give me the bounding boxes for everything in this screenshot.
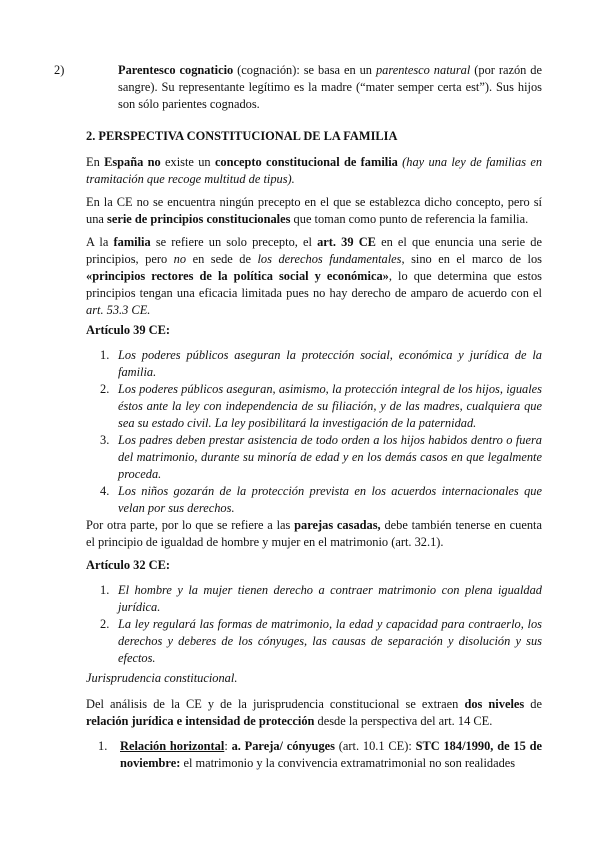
paragraph-1	[86, 154, 542, 188]
text: , lo que determina que estos principios tengan una eficacia limitada pues no hay derecho de amparo de acuerdo con el	[86, 269, 542, 300]
text: que toman como punto de referencia la familia.	[290, 212, 529, 226]
italic-text: parentesco natural	[375, 63, 471, 77]
bold-text: art. 39 CE	[317, 235, 376, 249]
text: se refiere un solo precepto, el	[150, 235, 318, 249]
list-item-parentesco-cognaticio	[54, 62, 542, 113]
article-39-item	[100, 483, 542, 517]
text: debe también tenerse en cuenta el principio de igualdad de hombre y mujer en el matrimonio (art. 32.1).	[86, 518, 542, 549]
article-32-list	[86, 582, 542, 667]
text: A la	[86, 235, 114, 249]
article-39-list	[86, 347, 542, 517]
article-39-item	[100, 381, 542, 432]
list-number: 1.	[100, 583, 110, 597]
list-item-text: Los poderes públicos aseguran la protección social, económica y jurídica de la familia.	[118, 348, 542, 379]
italic-text: art. 53.3 CE.	[86, 303, 151, 317]
list-item-text: La ley regulará las formas de matrimonio, la edad y capacidad para contraerlo, los derechos y deberes de los cónyuges, las causas de separación y disolución y sus efectos.	[118, 617, 542, 665]
jurisprudence-title	[86, 670, 542, 687]
list-number: 3.	[100, 433, 110, 447]
bold-text: STC 184/1990, de 15 de noviembre:	[120, 739, 542, 770]
article-39-title: Artículo 39 CE:	[86, 323, 170, 337]
text: (art. 10.1 CE):	[334, 739, 416, 753]
list-item-text: Los poderes públicos aseguran, asimismo, la protección integral de los hijos, iguales éstos ante la ley con independencia de su filiación, y de las madres, cualquiera que sea su estado civil. La ley posibilitará la investigación de la paternidad.	[118, 382, 542, 430]
text: :	[224, 739, 232, 753]
italic-text: Jurisprudencia constitucional.	[86, 671, 238, 685]
text: Del análisis de la CE y de la jurisprudencia constitucional se extraen	[86, 697, 465, 711]
bold-text: concepto constitucional de familia	[214, 155, 398, 169]
bold-text: relación jurídica e intensidad de protección	[86, 714, 315, 728]
list-number: 2.	[100, 617, 110, 631]
bold-text: parejas casadas,	[294, 518, 381, 532]
text: En la CE no se encuentra ningún precepto en el que se establezca dicho concepto, pero sí una	[86, 195, 542, 226]
text: en el que enuncia una serie de principios, pero	[86, 235, 543, 266]
text: (por razón de sangre). Su representante legítimo es la madre (“mater semper certa est”). Sus hijos son sólo parientes cognados.	[118, 63, 542, 111]
bold-text: familia	[113, 235, 151, 249]
article-39-item	[100, 432, 542, 483]
list-number: 1.	[98, 739, 108, 753]
term-bold: Parentesco cognaticio	[118, 63, 234, 77]
italic-text: no	[173, 252, 187, 266]
paragraph-5	[86, 696, 542, 730]
list-number: 2)	[54, 63, 65, 77]
list-number: 2.	[100, 382, 110, 396]
list-number: 4.	[100, 484, 110, 498]
article-32-title: Artículo 32 CE:	[86, 558, 170, 572]
text: el matrimonio y la convivencia extramatrimonial no son realidades	[180, 756, 516, 770]
paragraph-4	[86, 517, 542, 551]
bold-text: dos niveles	[464, 697, 525, 711]
article-32-item	[100, 582, 542, 616]
text: en sede de	[186, 252, 258, 266]
list-item-text: El hombre y la mujer tienen derecho a contraer matrimonio con plena igualdad jurídica.	[118, 583, 542, 614]
underlined-bold-text: Relación horizontal	[120, 739, 225, 753]
text: desde la perspectiva del art. 14 CE.	[314, 714, 493, 728]
text: , sino en el marco de los	[401, 252, 542, 266]
italic-text: (hay una ley de familias en tramitación que recoge multitud de tipus).	[86, 155, 543, 186]
list-item-text: Los padres deben prestar asistencia de todo orden a los hijos habidos dentro o fuera del matrimonio, durante su minoría de edad y en los demás casos en que legalmente proceda.	[118, 433, 542, 481]
text: En	[86, 155, 105, 169]
list-item-relacion-horizontal	[86, 738, 542, 772]
section-title: 2. PERSPECTIVA CONSTITUCIONAL DE LA FAMILIA	[86, 129, 398, 143]
text: Por otra parte, por lo que se refiere a las	[86, 518, 295, 532]
bold-text: a. Pareja/ cónyuges	[231, 739, 335, 753]
text: existe un	[160, 155, 215, 169]
bold-text: «principios rectores de la política social y económica»	[86, 269, 389, 283]
text: de	[524, 697, 542, 711]
article-39-item	[100, 347, 542, 381]
text: (cognación): se basa en un	[233, 63, 376, 77]
bold-text: España no	[104, 155, 161, 169]
paragraph-2	[86, 194, 542, 228]
list-number: 1.	[100, 348, 110, 362]
list-item-text: Los niños gozarán de la protección prevista en los acuerdos internacionales que velan por sus derechos.	[118, 484, 542, 515]
italic-text: los derechos fundamentales	[257, 252, 402, 266]
bold-text: serie de principios constitucionales	[107, 212, 291, 226]
paragraph-3	[86, 234, 542, 319]
article-32-item	[100, 616, 542, 667]
